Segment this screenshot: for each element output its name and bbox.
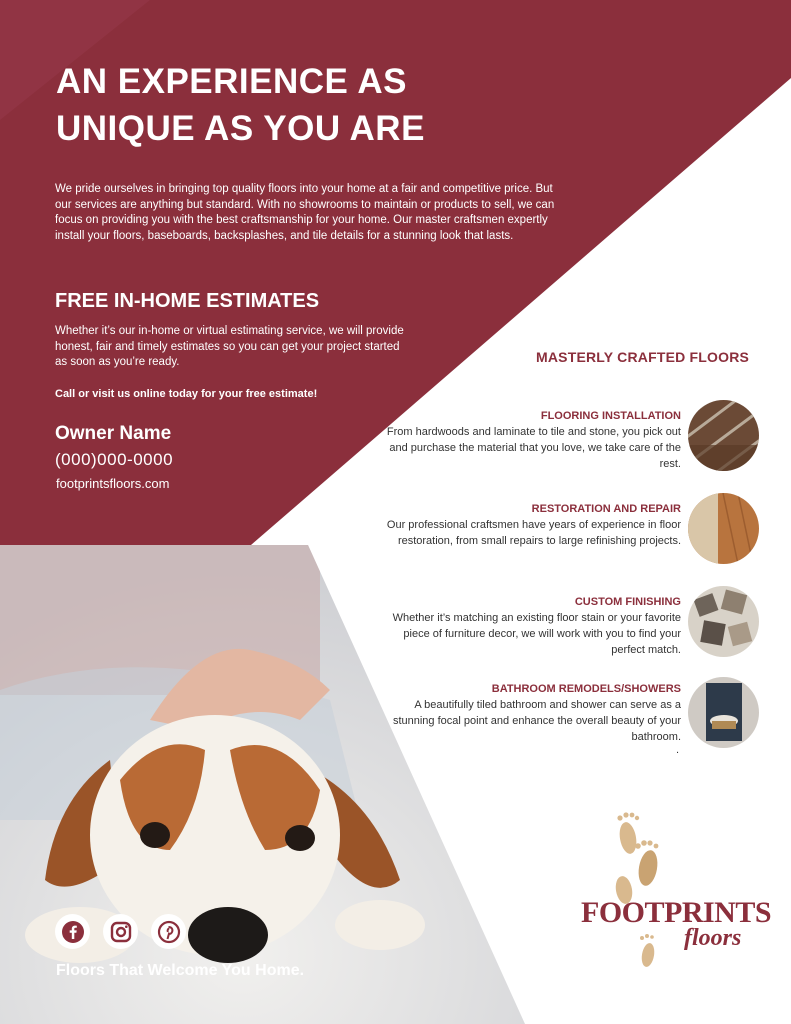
service-flooring-installation xyxy=(381,410,681,472)
service-restoration-repair xyxy=(381,503,681,549)
service-text: Whether it’s matching an existing floor stain or your favorite piece of furniture decor, we will work with you to find your perfect match. xyxy=(392,612,681,656)
service-title: FLOORING INSTALLATION xyxy=(540,410,681,422)
social-icons xyxy=(55,914,186,949)
services-title: MASTERLY CRAFTED FLOORS xyxy=(536,349,750,365)
tile-samples-image xyxy=(688,586,759,657)
logo-wordmark-top: FOOTPRINTS xyxy=(581,896,772,929)
website-link[interactable]: footprintsfloors.com xyxy=(56,476,170,491)
service-text: From hardwoods and laminate to tile and stone, you pick out and purchase the material that you love, we take care of the rest. xyxy=(386,426,681,470)
instagram-icon[interactable] xyxy=(103,914,138,949)
intro-paragraph: We pride ourselves in bringing top quality floors into your home at a fair and competitive price. But our services are anything but standard. With no showrooms to maintain or products to sell, we can focus on providing you with the best craftsmanship for your home. Our master craftsmen expertly install your floors, baseboards, backsplashes, and tile details for a stunning look that lasts. xyxy=(55,183,555,242)
service-text: A beautifully tiled bathroom and shower can serve as a stunning focal point and enhance the overall beauty of your bathroom. xyxy=(392,699,681,743)
call-to-action: Call or visit us online today for your free estimate! xyxy=(55,388,318,400)
bathroom-image xyxy=(688,677,759,748)
logo-wordmark-bottom: floors xyxy=(684,925,742,951)
pinterest-icon[interactable] xyxy=(151,914,186,949)
owner-name: Owner Name xyxy=(55,423,172,444)
headline-line-2: UNIQUE AS YOU ARE xyxy=(56,109,425,148)
service-title: BATHROOM REMODELS/SHOWERS xyxy=(491,683,681,695)
service-title: RESTORATION AND REPAIR xyxy=(531,503,681,515)
estimates-title: FREE IN-HOME ESTIMATES xyxy=(55,290,320,312)
service-bathroom-remodels xyxy=(381,683,681,745)
refinished-floor-image xyxy=(688,493,759,564)
footprints-logo xyxy=(576,810,772,990)
trailing-mark: . xyxy=(676,744,680,756)
owner-phone[interactable]: (000)000-0000 xyxy=(55,450,174,469)
tagline: Floors That Welcome You Home. xyxy=(56,962,305,979)
estimates-text: Whether it’s our in-home or virtual estimating service, we will provide honest, fair and timely estimates so you can get your project started as soon as you’re ready. xyxy=(55,325,404,369)
herringbone-floor-image xyxy=(688,400,759,471)
facebook-icon[interactable] xyxy=(55,914,90,949)
service-custom-finishing xyxy=(381,596,681,658)
headline xyxy=(56,58,425,152)
service-title: CUSTOM FINISHING xyxy=(574,596,681,608)
service-text: Our professional craftsmen have years of experience in floor restoration, from small repairs to large refinishing projects. xyxy=(386,519,681,547)
headline-line-1: AN EXPERIENCE AS xyxy=(56,62,407,101)
